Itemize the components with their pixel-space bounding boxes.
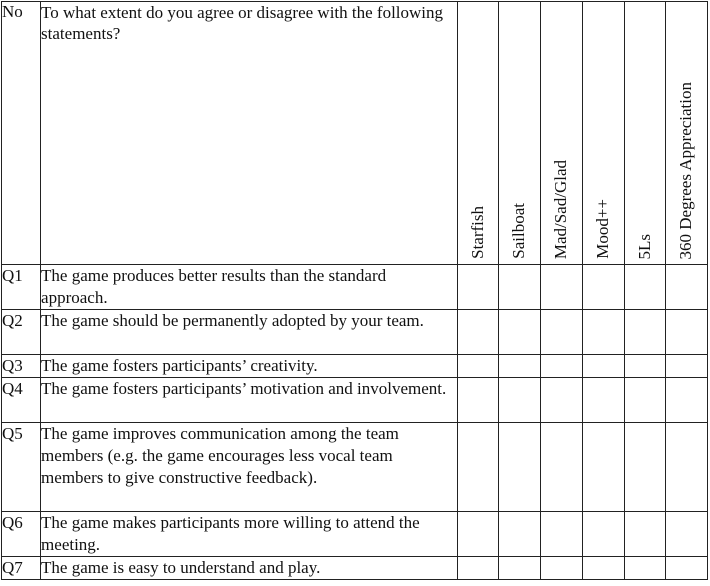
answer-cell-5ls[interactable] xyxy=(624,378,665,423)
answer-cell-starfish[interactable] xyxy=(457,355,498,378)
table-row xyxy=(2,310,708,355)
answer-cell-mood[interactable] xyxy=(582,378,624,423)
answer-cell-starfish[interactable] xyxy=(457,310,498,355)
question-text: The game improves communication among the team members (e.g. the game encourages less vocal team members to give constructive feedback). xyxy=(41,423,458,512)
table-row xyxy=(2,423,708,512)
answer-cell-mood[interactable] xyxy=(582,265,624,310)
answer-cell-360[interactable] xyxy=(665,355,707,378)
answer-cell-mad-sad-glad[interactable] xyxy=(540,423,582,512)
question-number: Q6 xyxy=(2,512,41,557)
answer-cell-mad-sad-glad[interactable] xyxy=(540,378,582,423)
header-game-mad-sad-glad xyxy=(540,2,582,265)
answer-cell-360[interactable] xyxy=(665,378,707,423)
question-text: The game fosters participants’ motivation and involvement. xyxy=(41,378,458,423)
answer-cell-mad-sad-glad[interactable] xyxy=(540,557,582,580)
answer-cell-mood[interactable] xyxy=(582,512,624,557)
table-row xyxy=(2,557,708,580)
question-number: Q2 xyxy=(2,310,41,355)
answer-cell-5ls[interactable] xyxy=(624,423,665,512)
answer-cell-sailboat[interactable] xyxy=(498,355,540,378)
question-number: Q5 xyxy=(2,423,41,512)
header-game-5ls xyxy=(624,2,665,265)
answer-cell-starfish[interactable] xyxy=(457,265,498,310)
header-row xyxy=(2,2,708,265)
question-number: Q7 xyxy=(2,557,41,580)
answer-cell-sailboat[interactable] xyxy=(498,512,540,557)
answer-cell-360[interactable] xyxy=(665,310,707,355)
answer-cell-5ls[interactable] xyxy=(624,310,665,355)
answer-cell-mad-sad-glad[interactable] xyxy=(540,310,582,355)
answer-cell-360[interactable] xyxy=(665,423,707,512)
header-game-sailboat xyxy=(498,2,540,265)
answer-cell-360[interactable] xyxy=(665,265,707,310)
answer-cell-mad-sad-glad[interactable] xyxy=(540,265,582,310)
game-label: Mad/Sad/Glad xyxy=(551,159,571,259)
answer-cell-starfish[interactable] xyxy=(457,512,498,557)
answer-cell-5ls[interactable] xyxy=(624,265,665,310)
survey-table xyxy=(1,1,708,580)
answer-cell-sailboat[interactable] xyxy=(498,310,540,355)
question-text: The game fosters participants’ creativity. xyxy=(41,355,458,378)
answer-cell-sailboat[interactable] xyxy=(498,378,540,423)
game-label: Sailboat xyxy=(509,203,529,259)
answer-cell-starfish[interactable] xyxy=(457,423,498,512)
answer-cell-mood[interactable] xyxy=(582,355,624,378)
header-game-mood xyxy=(582,2,624,265)
question-text: The game produces better results than the standard approach. xyxy=(41,265,458,310)
answer-cell-starfish[interactable] xyxy=(457,557,498,580)
answer-cell-sailboat[interactable] xyxy=(498,557,540,580)
table-row xyxy=(2,378,708,423)
header-no: No xyxy=(2,2,41,265)
question-number: Q1 xyxy=(2,265,41,310)
header-game-starfish xyxy=(457,2,498,265)
answer-cell-starfish[interactable] xyxy=(457,378,498,423)
answer-cell-mood[interactable] xyxy=(582,423,624,512)
game-label: Starfish xyxy=(467,206,487,259)
answer-cell-mood[interactable] xyxy=(582,557,624,580)
answer-cell-sailboat[interactable] xyxy=(498,423,540,512)
question-number: Q4 xyxy=(2,378,41,423)
header-game-360 xyxy=(665,2,707,265)
answer-cell-360[interactable] xyxy=(665,557,707,580)
answer-cell-sailboat[interactable] xyxy=(498,265,540,310)
question-number: Q3 xyxy=(2,355,41,378)
table-row xyxy=(2,355,708,378)
answer-cell-5ls[interactable] xyxy=(624,512,665,557)
question-text: The game is easy to understand and play. xyxy=(41,557,458,580)
question-text: The game should be permanently adopted by your team. xyxy=(41,310,458,355)
question-text: The game makes participants more willing to attend the meeting. xyxy=(41,512,458,557)
game-label: 5Ls xyxy=(634,233,654,259)
game-label: Mood++ xyxy=(593,199,613,259)
answer-cell-5ls[interactable] xyxy=(624,557,665,580)
answer-cell-mad-sad-glad[interactable] xyxy=(540,355,582,378)
answer-cell-5ls[interactable] xyxy=(624,355,665,378)
game-label: 360 Degrees Appreciation xyxy=(676,81,696,259)
header-question: To what extent do you agree or disagree with the following statements? xyxy=(41,2,458,265)
table-row xyxy=(2,265,708,310)
answer-cell-mad-sad-glad[interactable] xyxy=(540,512,582,557)
table-row xyxy=(2,512,708,557)
answer-cell-mood[interactable] xyxy=(582,310,624,355)
answer-cell-360[interactable] xyxy=(665,512,707,557)
